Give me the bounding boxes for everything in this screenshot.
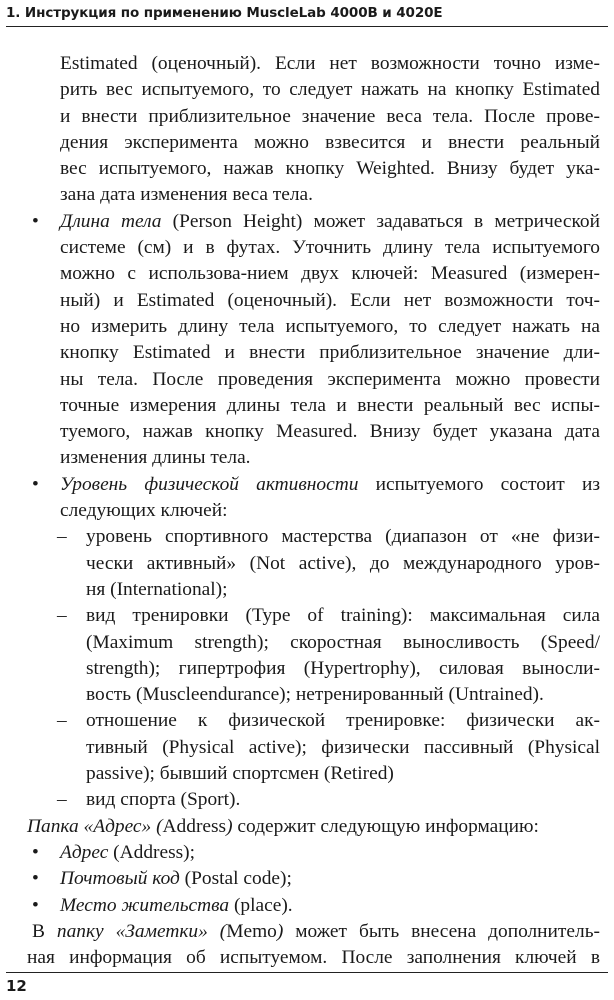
bullet-icon: • bbox=[32, 841, 39, 863]
page-body bbox=[27, 51, 600, 971]
bullet-item-place bbox=[27, 893, 600, 919]
text-line: Почтовый код (Postal code); bbox=[60, 868, 292, 890]
text-line: системе (см) и в футах. Уточнить длину тела испытуемого bbox=[60, 237, 600, 259]
bullet-icon: • bbox=[32, 868, 39, 890]
bullet-item-height bbox=[27, 209, 600, 472]
dash-icon: – bbox=[57, 789, 67, 811]
text-line: отношение к физической тренировке: физически ак- bbox=[86, 710, 600, 732]
dash-item-attitude bbox=[27, 708, 600, 787]
text-line: и внести приблизительное значение веса тела. После прове- bbox=[60, 105, 600, 127]
text-line: Длина тела (Person Height) может задаваться в метрической bbox=[60, 210, 600, 232]
text-line: ный) и Estimated (оценочный). Если нет возможности точ- bbox=[60, 289, 600, 311]
bullet-icon: • bbox=[32, 210, 39, 232]
text-line: Уровень физической активности испытуемого состоит из bbox=[60, 473, 600, 495]
header-title: 1. Инструкция по применению MuscleLab 4000B и 4020E bbox=[6, 5, 443, 21]
bullet-item-activity bbox=[27, 472, 600, 525]
text-line: вид тренировки (Type of training): максимальная сила bbox=[86, 605, 600, 627]
term-activity: Уровень физической активности bbox=[60, 473, 359, 495]
page-number: 12 bbox=[6, 977, 27, 995]
dash-icon: – bbox=[57, 526, 67, 548]
text-line: вес испытуемого, нажав кнопку Weighted. Внизу будет ука- bbox=[60, 158, 600, 180]
text-line: зана дата изменения веса тела. bbox=[60, 184, 314, 206]
bullet-icon: • bbox=[32, 894, 39, 916]
text-line: точные измерения длины тела и внести реальный вес испы- bbox=[60, 394, 600, 416]
text-line: туемого, нажав кнопку Measured. Внизу будет указана дата bbox=[60, 421, 600, 443]
dash-icon: – bbox=[57, 710, 67, 732]
text-line: Estimated (оценочный). Если нет возможности точно изме- bbox=[60, 53, 600, 74]
footer-divider bbox=[6, 972, 608, 973]
bullet-icon: • bbox=[32, 473, 39, 495]
dash-item-level bbox=[27, 524, 600, 603]
text-line: вид спорта (Sport). bbox=[86, 789, 241, 811]
folder-address: Папка «Адрес» bbox=[27, 815, 152, 837]
text-line: дения эксперимента можно взвесится и внести реальный bbox=[60, 131, 600, 153]
running-header bbox=[6, 2, 608, 27]
text-line: ня (International); bbox=[86, 578, 228, 600]
dash-icon: – bbox=[57, 605, 67, 627]
text-line: чески активный» (Not active), до международного уров- bbox=[86, 552, 600, 574]
text-line: тивный (Physical active); физически пассивный (Physical bbox=[86, 736, 600, 758]
text-line: passive); бывший спортсмен (Retired) bbox=[86, 763, 394, 785]
text-line: можно с использова-нием двух ключей: Measured (измерен- bbox=[60, 263, 600, 285]
text-line: Место жительства (place). bbox=[60, 894, 293, 916]
text-line: (Maximum strength); скоростная выносливость (Speed/ bbox=[86, 631, 600, 653]
text-line: ны тела. После проведения эксперимента можно провести bbox=[60, 368, 600, 390]
text-line: изменения длины тела. bbox=[60, 447, 251, 469]
text-line: рить вес испытуемого, то следует нажать на кнопку Estimated bbox=[60, 79, 600, 101]
text-line: кнопку Estimated и внести приблизительное значение дли- bbox=[60, 342, 600, 364]
address-paragraph bbox=[27, 814, 600, 840]
text-line: уровень спортивного мастерства (диапазон от «не физи- bbox=[86, 526, 600, 548]
folder-memo: папку «Заметки» bbox=[56, 920, 208, 942]
bullet-item-address bbox=[27, 840, 600, 866]
text-line: следующих ключей: bbox=[60, 500, 228, 522]
memo-paragraph bbox=[27, 919, 600, 972]
text-line: Адрес (Address); bbox=[60, 841, 196, 863]
text-line: ная информация об испытуемом. После заполнения ключей в bbox=[27, 947, 600, 969]
text-line: strength); гипертрофия (Hypertrophy), силовая выносли- bbox=[86, 657, 600, 679]
continuation-paragraph bbox=[27, 51, 600, 209]
bullet-item-postal-code bbox=[27, 866, 600, 892]
term-height: Длина тела bbox=[60, 210, 162, 232]
dash-item-training bbox=[27, 603, 600, 708]
text-line: но измерить длину тела испытуемого, то следует нажать на bbox=[60, 315, 600, 337]
dash-item-sport bbox=[27, 787, 600, 813]
text-line: В папку «Заметки» (Memo) может быть внесена дополнитель- bbox=[32, 920, 600, 942]
text-line: вость (Muscleendurance); нетренированный (Untrained). bbox=[86, 684, 544, 706]
text-line: Папка «Адрес» (Address) содержит следующую информацию: bbox=[27, 815, 539, 837]
